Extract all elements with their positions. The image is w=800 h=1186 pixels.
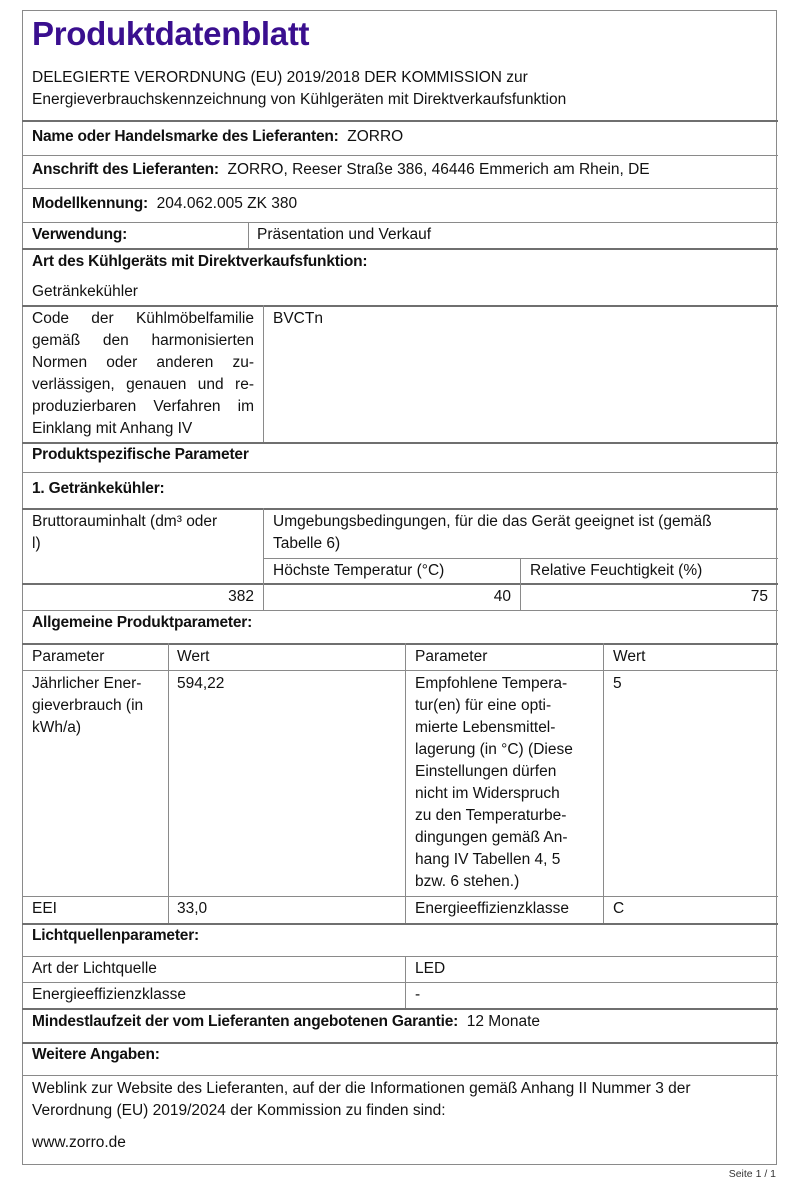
recommended-temperature-value: 5 [613,675,622,692]
divider [22,222,778,223]
usage-label: Verwendung: [32,226,128,243]
eei-value: 33,0 [177,900,208,917]
ambient-conditions-label: Umgebungsbedingungen, für die das Gerät geeignet ist (gemäß [273,513,712,530]
supplier-name-label: Name oder Handelsmarke des Lieferanten: [32,128,339,145]
supplier-address-label: Anschrift des Lieferanten: [32,161,219,178]
divider [22,1008,778,1010]
warranty-row [32,1011,540,1033]
divider [22,896,778,897]
max-temperature-label: Höchste Temperatur (°C) [273,562,445,579]
product-specific-heading: Produktspezifische Parameter [32,446,249,463]
divider [22,956,778,957]
supplier-name-value: ZORRO [347,128,404,145]
column-header-parameter: Parameter [415,648,488,665]
model-label: Modellkennung: [32,195,149,212]
page-title: Produktdatenblatt [32,15,310,52]
column-divider [603,643,604,923]
relative-humidity-value: 75 [750,588,768,605]
further-info-text-cont: Verordnung (EU) 2019/2024 der Kommission zu finden sind: [32,1102,446,1119]
ambient-conditions-label-cont: Tabelle 6) [273,535,341,552]
gross-volume-value: 382 [228,588,254,605]
warranty-label: Mindestlaufzeit der vom Lieferanten angebotenen Garantie: [32,1013,459,1030]
column-divider [263,508,264,610]
column-header-value: Wert [613,648,646,665]
supplier-address-value: ZORRO, Reeser Straße 386, 46446 Emmerich am Rhein, DE [227,161,650,178]
column-divider [405,956,406,1008]
divider [22,472,778,473]
warranty-value: 12 Monate [466,1013,540,1030]
column-divider [263,305,264,442]
divider [22,643,778,645]
column-divider [405,643,406,923]
column-divider [248,222,249,248]
divider [22,248,778,250]
energy-class-label: Energieeffizienzklasse [415,900,569,917]
supplier-address-row [32,159,650,181]
regulation-line-2: Energieverbrauchskennzeichnung von Kühlgeräten mit Direktverkaufsfunktion [32,91,567,108]
light-source-type-label: Art der Lichtquelle [32,960,157,977]
column-header-parameter: Parameter [32,648,105,665]
supplier-name-row [32,126,403,148]
divider [22,583,778,585]
divider [22,305,778,307]
divider [22,1075,778,1076]
annual-energy-value: 594,22 [177,675,225,692]
further-info-heading: Weitere Angaben: [32,1046,160,1063]
gross-volume-label: Bruttorauminhalt (dm³ oder [32,513,218,530]
light-source-efficiency-value: - [415,986,421,1003]
beverage-cooler-subheading: 1. Getränkekühler: [32,480,165,497]
general-parameters-heading: Allgemeine Produktparameter: [32,614,253,631]
light-source-heading: Lichtquellenparameter: [32,927,200,944]
divider [22,155,778,156]
divider [22,982,778,983]
regulation-line-1: DELEGIERTE VERORDNUNG (EU) 2019/2018 DER KOMMISSION zur [32,69,528,86]
appliance-type-value: Getränkekühler [32,283,138,300]
eei-label: EEI [32,900,57,917]
divider [22,188,778,189]
divider [22,670,778,671]
relative-humidity-label: Relative Feuchtigkeit (%) [530,562,703,579]
family-code-value: BVCTn [273,310,323,327]
light-source-type-value: LED [415,960,446,977]
usage-value: Präsentation und Verkauf [257,226,432,243]
model-row [32,193,297,215]
column-header-value: Wert [177,648,210,665]
gross-volume-label-cont: l) [32,535,41,552]
page-number: Seite 1 / 1 [728,1168,776,1180]
further-info-text: Weblink zur Website des Lieferanten, auf der die Informationen gemäß Anhang II Nummer 3 der [32,1080,691,1097]
supplier-weblink[interactable]: www.zorro.de [32,1134,126,1151]
light-source-efficiency-label: Energieeffizienzklasse [32,986,186,1003]
model-value: 204.062.005 ZK 380 [156,195,298,212]
divider [22,610,778,611]
energy-class-value: C [613,900,625,917]
divider [22,508,778,510]
column-divider [520,558,521,610]
appliance-type-label: Art des Kühlgeräts mit Direktverkaufsfunktion: [32,253,368,270]
divider [22,120,778,122]
max-temperature-value: 40 [493,588,511,605]
column-divider [168,643,169,923]
